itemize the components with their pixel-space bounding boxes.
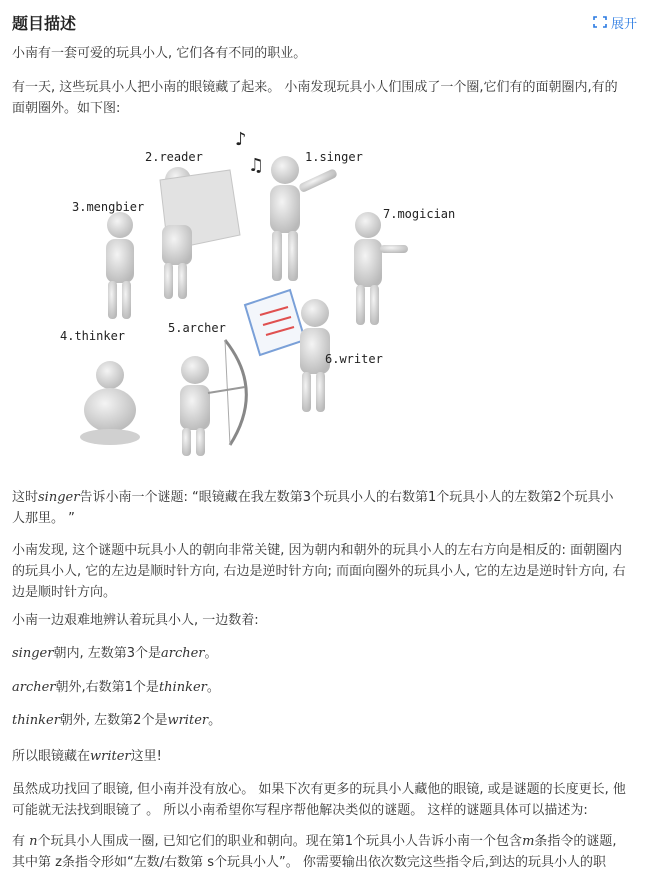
counting-intro: 小南一边艰难地辨认着玩具小人, 一边数着: [12,613,259,628]
step-2-text: 朝外,右数第1个是 [55,680,159,695]
math-singer: singer [38,490,80,505]
orientation-paragraph [12,540,632,603]
step-1-end: 。 [204,646,218,661]
expand-label: 展开 [610,16,637,32]
math-singer: singer [12,646,54,661]
label-reader: 2.reader [145,150,203,164]
step-1-text: 朝内, 左数第3个是 [53,646,161,661]
riddle-text-2: 人那里。 ” [12,511,75,526]
intro-paragraph: 小南有一套可爱的玩具小人, 它们各有不同的职业。 [12,46,307,61]
label-mogician: 7.mogician [383,207,456,221]
motivation-line-1: 虽然成功找回了眼镜, 但小南并没有放心。 如果下次有更多的玩具小人藏他的眼镜, 或是谜题的长度更长, 他 [12,782,626,797]
problem-statement [12,831,632,873]
step-1 [12,643,632,664]
figure-mogician [354,212,408,325]
result-prefix: 所以眼镜藏在 [12,749,91,764]
riddle-prefix: 这时 [12,490,39,505]
result-paragraph [12,746,632,767]
statement-line-2: 其中第 z条指令形如“左数/右数第 s个玩具小人”。 你需要输出依次数完这些指令后,到达的玩具小人的职 [12,855,606,870]
label-writer: 6.writer [325,352,383,366]
figure-mengbier [106,212,134,319]
figure-reader [160,167,240,299]
toy-figures-image [50,125,470,460]
result-suffix: 这里! [130,749,162,764]
math-n: n [29,834,38,849]
math-thinker: thinker [158,680,207,695]
label-mengbier: 3.mengbier [72,200,145,214]
expand-button[interactable] [593,13,637,32]
section-title: 题目描述 [12,13,77,33]
label-singer: 1.singer [305,150,363,164]
math-archer: archer [12,680,56,695]
label-thinker: 4.thinker [60,329,126,343]
motivation-line-2: 可能就无法找到眼镜了 。 所以小南希望你写程序帮他解决类似的谜题。 这样的谜题具体可以描述为: [12,803,588,818]
orientation-line-2: 的玩具小人, 它的左边是顺时针方向, 右边是逆时针方向; 而面向圈外的玩具小人, 它的左边是逆时针方向, 右 [12,564,626,579]
svg-text:♫: ♫ [248,155,265,176]
riddle-text-1: 告诉小南一个谜题: “眼镜藏在我左数第3个玩具小人的右数第1个玩具小人的左数第2个玩具小 [79,490,614,505]
label-archer: 5.archer [168,321,226,335]
toy-circle-illustration [50,125,470,460]
orientation-line-1: 小南发现, 这个谜题中玩具小人的朝向非常关键, 因为朝内和朝外的玩具小人的左右方向是相反的: 面朝圈内 [12,543,623,558]
step-3-end: 。 [208,713,222,728]
math-writer: writer [90,749,131,764]
figure-thinker [80,361,140,445]
svg-text:♪: ♪ [235,129,247,150]
expand-brackets-icon [593,16,607,28]
figure-archer [180,340,246,456]
motivation-paragraph [12,779,632,821]
step-2 [12,677,632,698]
statement-c: 条指令的谜题, [534,834,617,849]
statement-b: 个玩具小人围成一圈, 已知它们的职业和朝向。现在第1个玩具小人告诉小南一个包含 [37,834,523,849]
riddle-paragraph [12,487,632,529]
math-thinker: thinker [12,713,60,728]
math-m: m [522,834,535,849]
math-writer: writer [167,713,209,728]
orientation-line-3: 边是顺时针方向。 [12,585,117,600]
story-line-1: 有一天, 这些玩具小人把小南的眼镜藏了起来。 小南发现玩具小人们围成了一个圈,它们有的面朝圈内,有的 [12,80,618,95]
statement-a: 有 [12,834,30,849]
step-3 [12,710,632,731]
section-header [12,8,637,36]
math-archer: archer [160,646,205,661]
step-3-text: 朝外, 左数第2个是 [59,713,168,728]
step-2-end: 。 [206,680,220,695]
figure-writer [245,290,330,412]
story-line-2: 面朝圈外。如下图: [12,101,121,116]
story-paragraph [12,77,632,119]
